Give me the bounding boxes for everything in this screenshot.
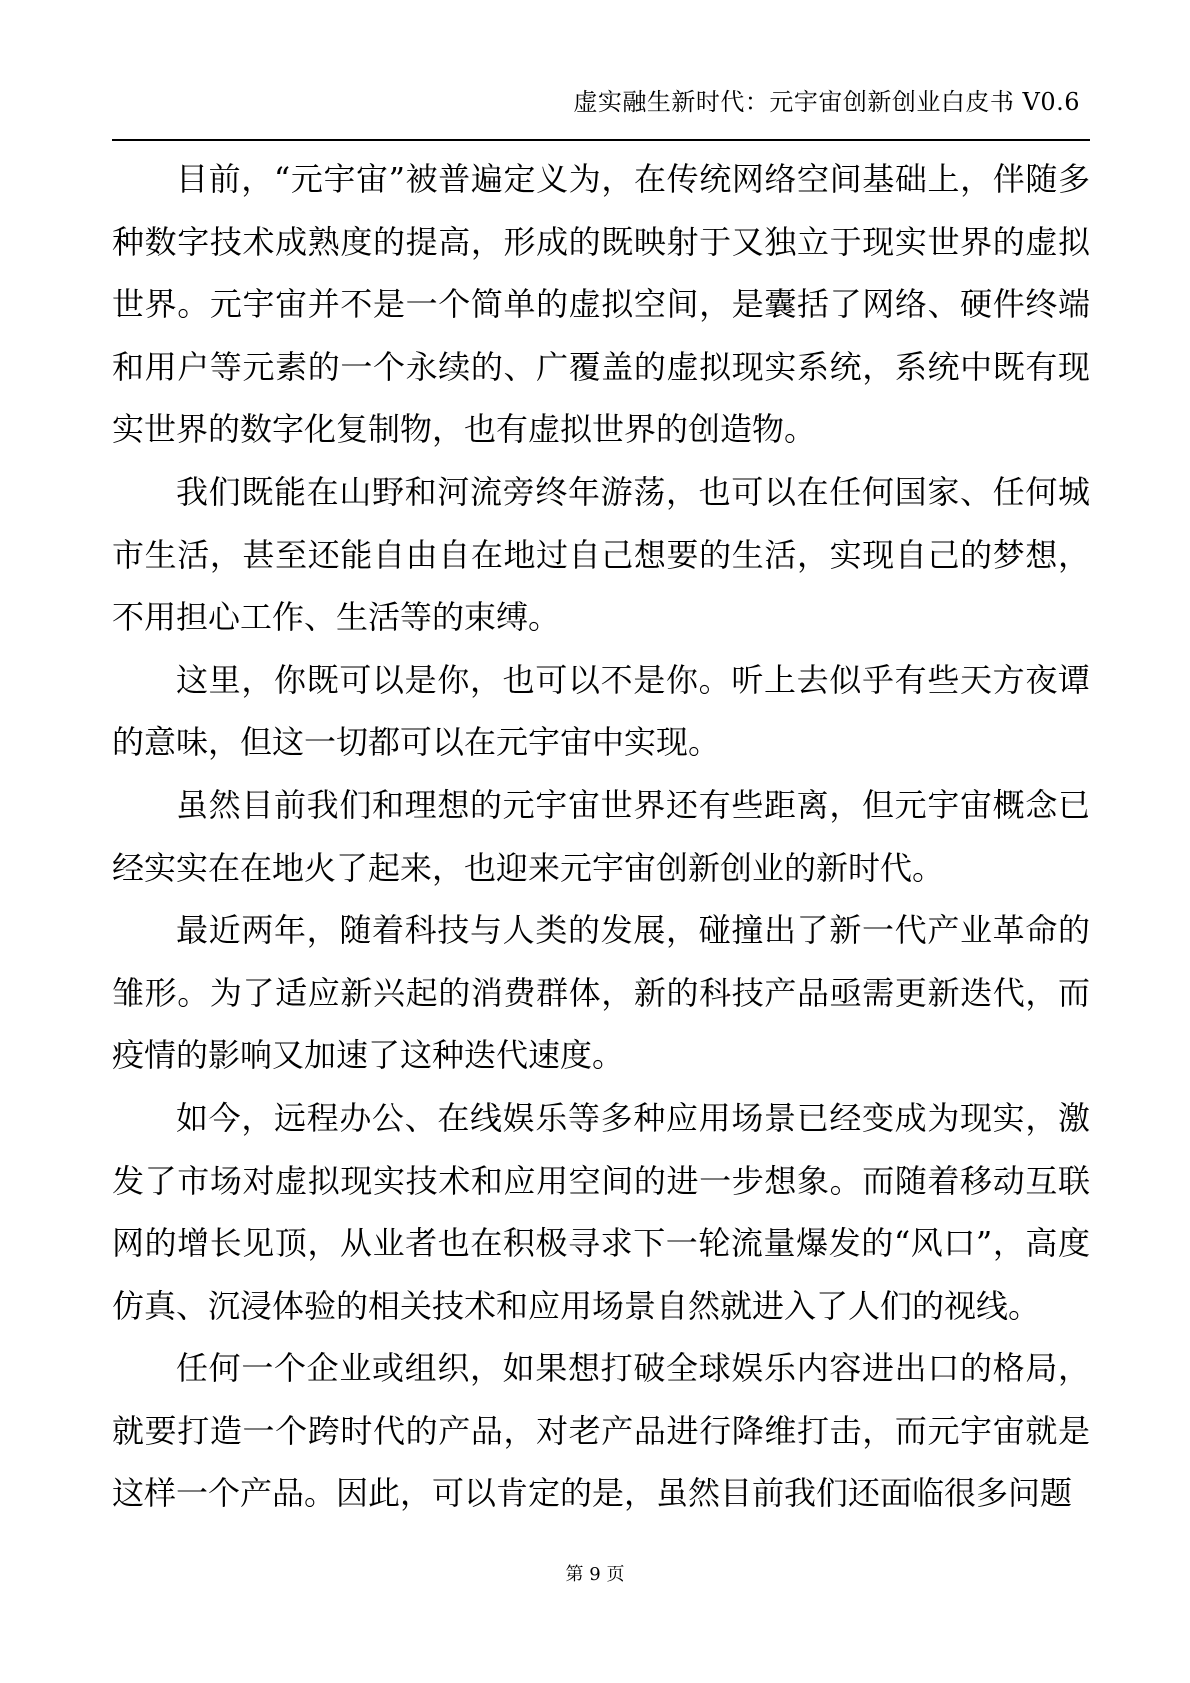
page-header-title: 虚实融生新时代：元宇宙创新创业白皮书 V0.6 — [573, 88, 1080, 116]
paragraph: 最近两年，随着科技与人类的发展，碰撞出了新一代产业革命的雏形。为了适应新兴起的消费群体，新的科技产品亟需更新迭代，而疫情的影响又加速了这种迭代速度。 — [112, 911, 1090, 1075]
paragraph: 如今，远程办公、在线娱乐等多种应用场景已经变成为现实，激发了市场对虚拟现实技术和应用空间的进一步想象。而随着移动互联网的增长见顶，从业者也在积极寻求下一轮流量爆发的“风口”，高度仿真、沉浸体验的相关技术和应用场景自然就进入了人们的视线。 — [112, 1098, 1090, 1325]
paragraph: 这里，你既可以是你，也可以不是你。听上去似乎有些天方夜谭的意味，但这一切都可以在元宇宙中实现。 — [112, 660, 1090, 762]
paragraph: 我们既能在山野和河流旁终年游荡，也可以在任何国家、任何城市生活，甚至还能自由自在地过自己想要的生活，实现自己的梦想，不用担心工作、生活等的束缚。 — [112, 472, 1090, 637]
header-divider — [112, 139, 1090, 141]
document-body — [112, 148, 1090, 1525]
paragraph: 任何一个企业或组织，如果想打破全球娱乐内容进出口的格局，就要打造一个跨时代的产品，对老产品进行降维打击，而元宇宙就是这样一个产品。因此，可以肯定的是，虽然目前我们还面临很多问题 — [112, 1349, 1090, 1513]
paragraph: 虽然目前我们和理想的元宇宙世界还有些距离，但元宇宙概念已经实实在在地火了起来，也迎来元宇宙创新创业的新时代。 — [112, 785, 1090, 887]
paragraph: 目前，“元宇宙”被普遍定义为，在传统网络空间基础上，伴随多种数字技术成熟度的提高，形成的既映射于又独立于现实世界的虚拟世界。元宇宙并不是一个简单的虚拟空间，是囊括了网络、硬件终端和用户等元素的一个永续的、广覆盖的虚拟现实系统，系统中既有现实世界的数字化复制物，也有虚拟世界的创造物。 — [112, 160, 1090, 449]
page-number: 第 9 页 — [565, 1564, 625, 1585]
